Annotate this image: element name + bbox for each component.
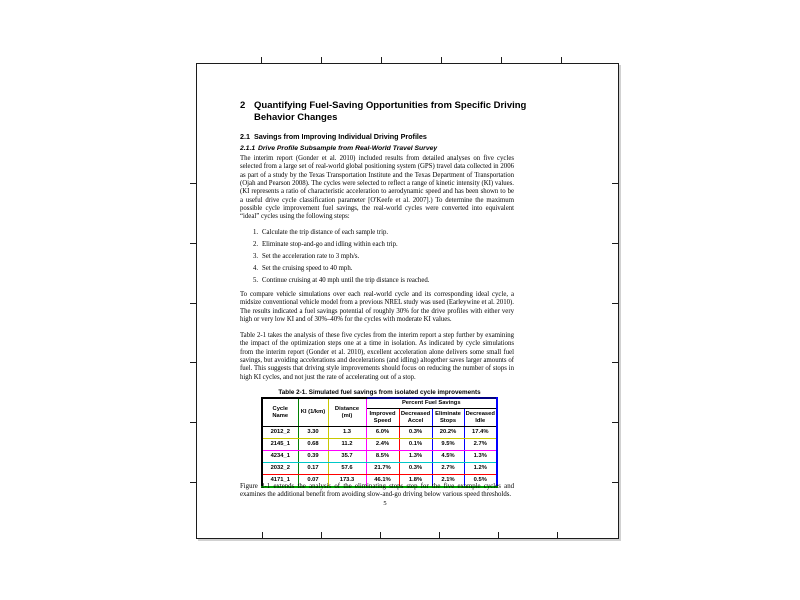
list-item (253, 229, 513, 241)
table-cell: 9.5% (432, 439, 464, 451)
table-cell: 20.2% (432, 427, 464, 439)
paragraph-simulation-comparison: To compare vehicle simulations over each real-world cycle and its corresponding ideal cycle, a midsize conventional vehicle model from a previous NREL study was used (Earleywine et al. 2010). The results indicated a fuel savings potential of roughly 30% for the drive profiles with either very high or very low KI and of 30%–40% for the cycles with moderate KI values. (240, 291, 514, 324)
table-cell: 1.3 (328, 427, 366, 439)
sub-column-header: Eliminate Stops (432, 409, 464, 427)
tick-mark (498, 532, 499, 538)
table-cell: 0.3% (399, 463, 432, 475)
list-item-text: Set the acceleration rate to 3 mph/s. (262, 253, 360, 260)
table-cell: 0.39 (298, 451, 328, 463)
table-cell: 35.7 (328, 451, 366, 463)
list-item-number: 3. (253, 253, 259, 260)
table-cell: 0.3% (399, 427, 432, 439)
table-cell: 1.3% (464, 451, 497, 463)
table-cell: 2.7% (464, 439, 497, 451)
table-cell: 2.4% (366, 439, 399, 451)
column-header: Cycle Name (262, 398, 298, 427)
table-cell: 46.1% (366, 475, 399, 488)
sub-column-header: Decreased Idle (464, 409, 497, 427)
tick-mark (561, 57, 562, 63)
list-item-number: 5. (253, 277, 259, 284)
subsection-number: 2.1.1 (240, 145, 256, 152)
table-cell: 8.5% (366, 451, 399, 463)
list-item (253, 253, 513, 265)
tick-mark (612, 422, 618, 423)
table-cell: 2145_1 (262, 439, 298, 451)
section-number: 2.1 (240, 132, 250, 141)
sub-column-header: Decreased Accel (399, 409, 432, 427)
list-item (253, 241, 513, 253)
table-cell: 6.0% (366, 427, 399, 439)
tick-mark (557, 532, 558, 538)
group-header: Percent Fuel Savings (366, 398, 497, 409)
table-cell: 4234_1 (262, 451, 298, 463)
tick-mark (439, 532, 440, 538)
list-item-number: 1. (253, 229, 259, 236)
table-cell: 2012_2 (262, 427, 298, 439)
chapter-title: Quantifying Fuel-Saving Opportunities from Specific Driving Behavior Changes (254, 100, 527, 123)
list-item-text: Calculate the trip distance of each sample trip. (262, 229, 389, 236)
page-number: 5 (383, 500, 387, 507)
section-heading (240, 133, 540, 142)
paragraph-figure-reference: Figure 2-1 extends the analysis of the eliminating stops step for the five example cycles and examines the additional benefit from avoiding slow-and-go driving below various speed thresholds. (240, 483, 514, 499)
table-cell: 4171_1 (262, 475, 298, 488)
tick-mark (501, 57, 502, 63)
table-cell: 0.07 (298, 475, 328, 488)
table-cell: 21.7% (366, 463, 399, 475)
fuel-savings-table-grid (261, 397, 498, 488)
tick-mark (380, 532, 381, 538)
tick-mark (612, 303, 618, 304)
subsection-heading (240, 145, 540, 153)
table-cell: 1.2% (464, 463, 497, 475)
list-item-number: 2. (253, 241, 259, 248)
table-cell: 0.17 (298, 463, 328, 475)
section-title: Savings from Improving Individual Driving Profiles (254, 132, 427, 141)
list-item (253, 265, 513, 277)
tick-mark (612, 243, 618, 244)
column-header: KI (1/km) (298, 398, 328, 427)
tick-mark (190, 303, 196, 304)
tick-mark (261, 57, 262, 63)
sub-column-header: Improved Speed (366, 409, 399, 427)
table-cell: 2.1% (432, 475, 464, 488)
chapter-heading (240, 100, 562, 123)
ideal-cycle-steps-list (253, 229, 513, 289)
table-row (262, 427, 497, 439)
tick-mark (262, 532, 263, 538)
tick-mark (321, 532, 322, 538)
tick-mark (441, 57, 442, 63)
table-row (262, 451, 497, 463)
table-row (262, 463, 497, 475)
table-cell: 3.30 (298, 427, 328, 439)
list-item (253, 277, 513, 289)
table-cell: 2032_2 (262, 463, 298, 475)
chapter-number: 2 (240, 100, 246, 111)
tick-mark (190, 362, 196, 363)
table-cell: 11.2 (328, 439, 366, 451)
table-cell: 2.7% (432, 463, 464, 475)
table-cell: 0.68 (298, 439, 328, 451)
tick-mark (612, 183, 618, 184)
column-header: Distance (mi) (328, 398, 366, 427)
fuel-savings-table (261, 397, 498, 488)
paragraph-intro: The interim report (Gonder et al. 2010) included results from detailed analyses on five cycles selected from a large set of real-world global positioning system (GPS) travel data collected in 2006 as part of a study by the Texas Transportation Institute and the Texas Department of Transportation (Ojah and Pearson 2008). The cycles were selected to reflect a range of kinetic intensity (KI) values. (KI represents a ratio of characteristic acceleration to aerodynamic speed and has been shown to be a useful drive cycle classification parameter [O'Keefe et al. 2007].) To determine the maximum possible cycle improvement fuel savings, the real-world cycles were converted into equivalent “ideal” cycles using the following steps: (240, 155, 514, 221)
table-cell: 0.5% (464, 475, 497, 488)
table-cell: 173.3 (328, 475, 366, 488)
tick-mark (190, 183, 196, 184)
table-cell: 1.3% (399, 451, 432, 463)
table-row (262, 439, 497, 451)
table-cell: 4.5% (432, 451, 464, 463)
table-cell: 17.4% (464, 427, 497, 439)
table-caption: Table 2-1. Simulated fuel savings from isolated cycle improvements (278, 389, 481, 396)
table-cell: 0.1% (399, 439, 432, 451)
list-item-number: 4. (253, 265, 259, 272)
list-item-text: Set the cruising speed to 40 mph. (262, 265, 353, 272)
list-item-text: Continue cruising at 40 mph until the trip distance is reached. (262, 277, 430, 284)
paragraph-table-discussion: Table 2-1 takes the analysis of these five cycles from the interim report a step further by examining the impact of the optimization steps one at a time in isolation. As indicated by cycle simulations from the interim report (Gonder et al. 2010), excellent acceleration alone delivers some small fuel savings, but avoiding accelerations and decelerations (and idling) altogether saves larger amounts of fuel. This suggests that driving style improvements should focus on reducing the number of stops in high KI cycles, and not just the rate of accelerating out of a stop. (240, 332, 514, 381)
list-item-text: Eliminate stop-and-go and idling within each trip. (262, 241, 398, 248)
tick-mark (612, 482, 618, 483)
table-cell: 57.6 (328, 463, 366, 475)
tick-mark (321, 57, 322, 63)
tick-mark (190, 243, 196, 244)
tick-mark (381, 57, 382, 63)
tick-mark (190, 422, 196, 423)
table-cell: 1.8% (399, 475, 432, 488)
tick-mark (190, 482, 196, 483)
subsection-title: Drive Profile Subsample from Real-World Travel Survey (258, 145, 438, 152)
tick-mark (612, 362, 618, 363)
